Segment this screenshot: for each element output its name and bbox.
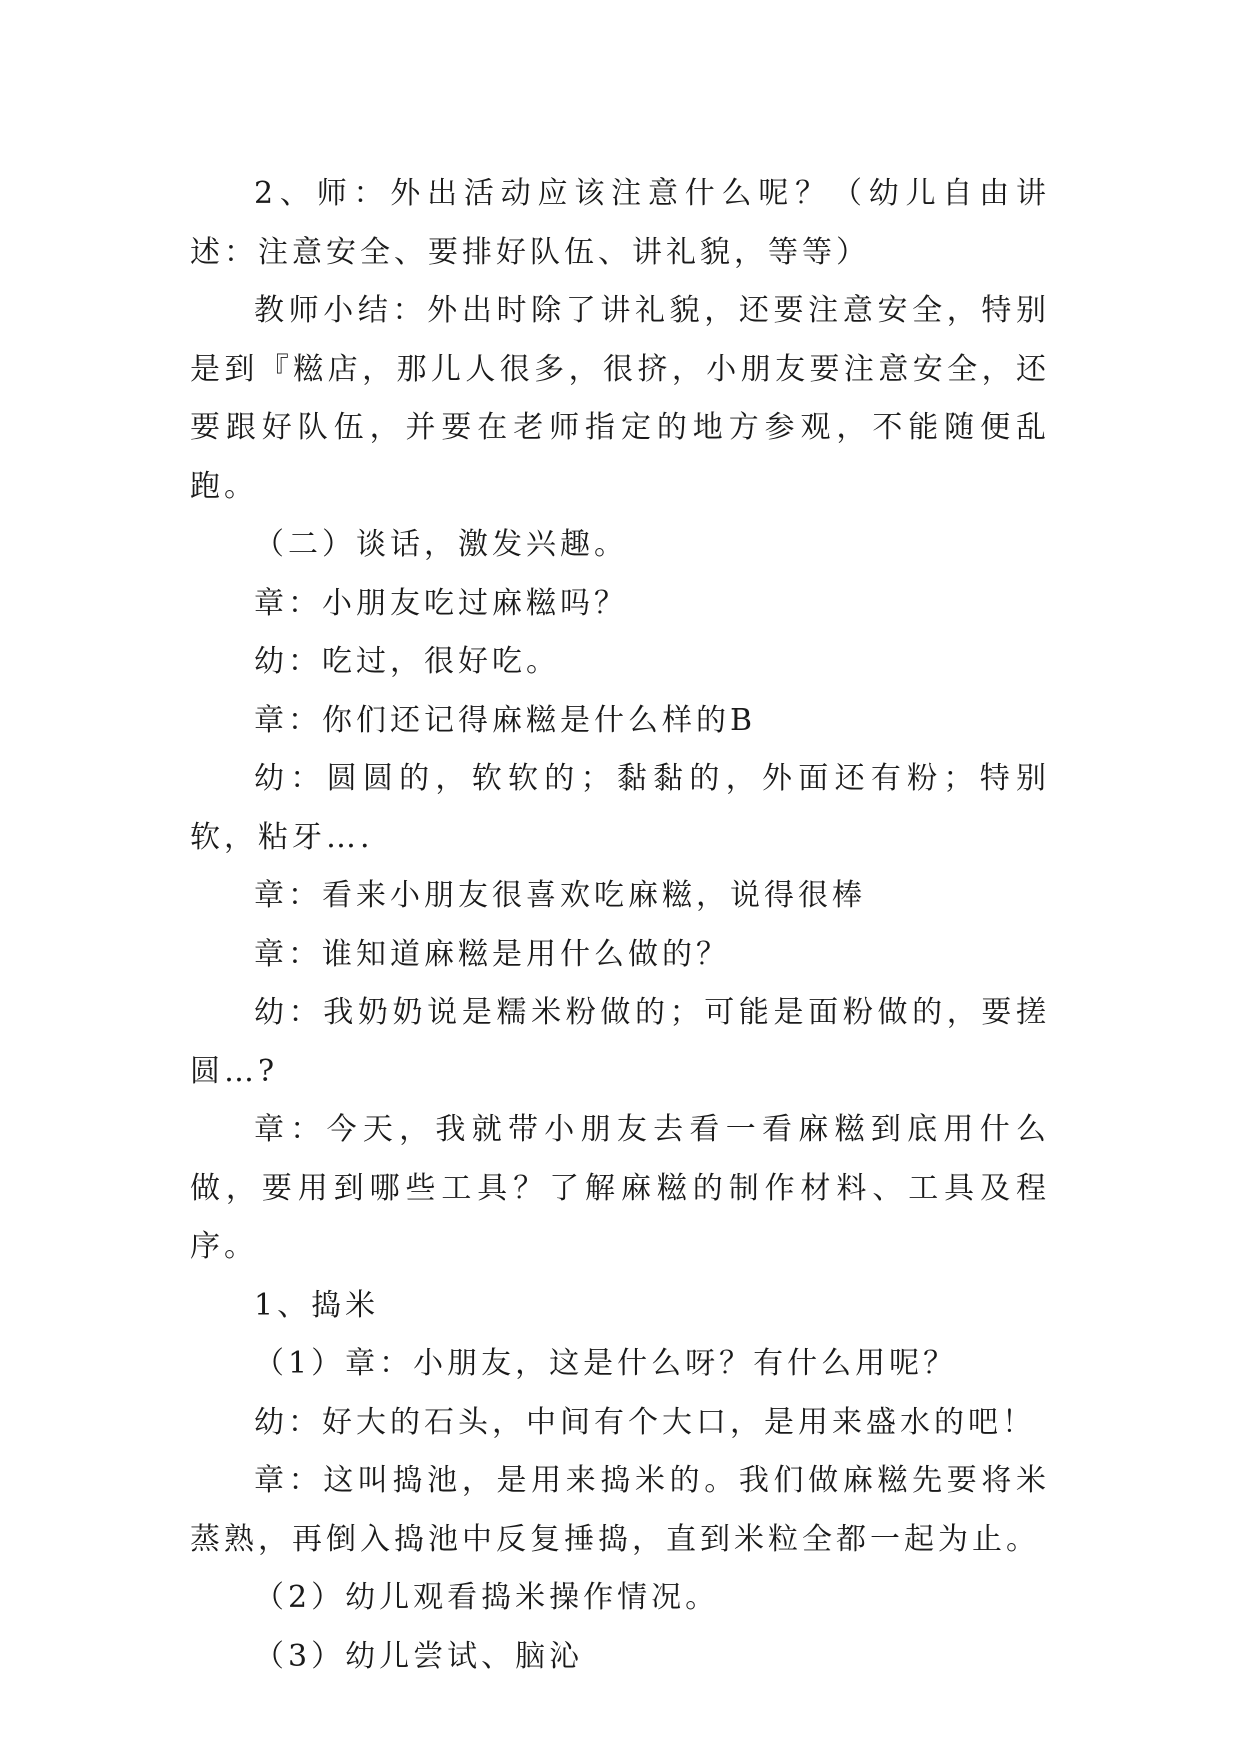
paragraph-step-item: （2）幼儿观看捣米操作情况。 <box>254 1580 720 1615</box>
paragraph-dialogue: 幼：吃过，很好吃。 <box>254 644 560 679</box>
paragraph-dialogue: 章：你们还记得麻糍是什么样的B <box>254 702 757 738</box>
paragraph-dialogue: 章：谁知道麻糍是用什么做的？ <box>254 936 730 972</box>
paragraph-teacher-summary: 教师小结：外出时除了讲礼貌，还要注意安全，特别是到『糍店，那儿人很多，很挤，小朋友要注意安全，还要跟好队伍，并要在老师指定的地方参观，不能随便乱跑。 <box>190 293 1050 504</box>
paragraph-dialogue: 幼：好大的石头，中间有个大口，是用来盛水的吧！ <box>254 1404 1036 1440</box>
document-body <box>190 165 1050 1686</box>
paragraph-section-heading: （二）谈话，激发兴趣。 <box>254 527 628 562</box>
paragraph-dialogue: 章：小朋友吃过麻糍吗？ <box>254 585 628 621</box>
paragraph-dialogue: 章：今天，我就带小朋友去看一看麻糍到底用什么做，要用到哪些工具？了解麻糍的制作材料、工具及程序。 <box>190 1112 1050 1264</box>
paragraph-dialogue: 章：这叫捣池，是用来捣米的。我们做麻糍先要将米蒸熟，再倒入捣池中反复捶捣，直到米粒全都一起为止。 <box>190 1463 1050 1557</box>
paragraph-activity-question: 2、师：外出活动应该注意什么呢？（幼儿自由讲述：注意安全、要排好队伍、讲礼貌，等等） <box>190 176 1050 270</box>
paragraph-dialogue: 幼：圆圆的，软软的；黏黏的，外面还有粉；特别软，粘牙…. <box>190 761 1050 855</box>
paragraph-step-item: （3）幼儿尝试、脑沁 <box>254 1638 584 1674</box>
paragraph-dialogue: 章：看来小朋友很喜欢吃麻糍，说得很棒 <box>254 878 866 913</box>
paragraph-step-item: （1）章：小朋友，这是什么呀？有什么用呢？ <box>254 1346 958 1381</box>
paragraph-step-heading: 1、捣米 <box>254 1287 380 1323</box>
paragraph-dialogue: 幼：我奶奶说是糯米粉做的；可能是面粉做的，要搓圆…? <box>190 995 1050 1089</box>
